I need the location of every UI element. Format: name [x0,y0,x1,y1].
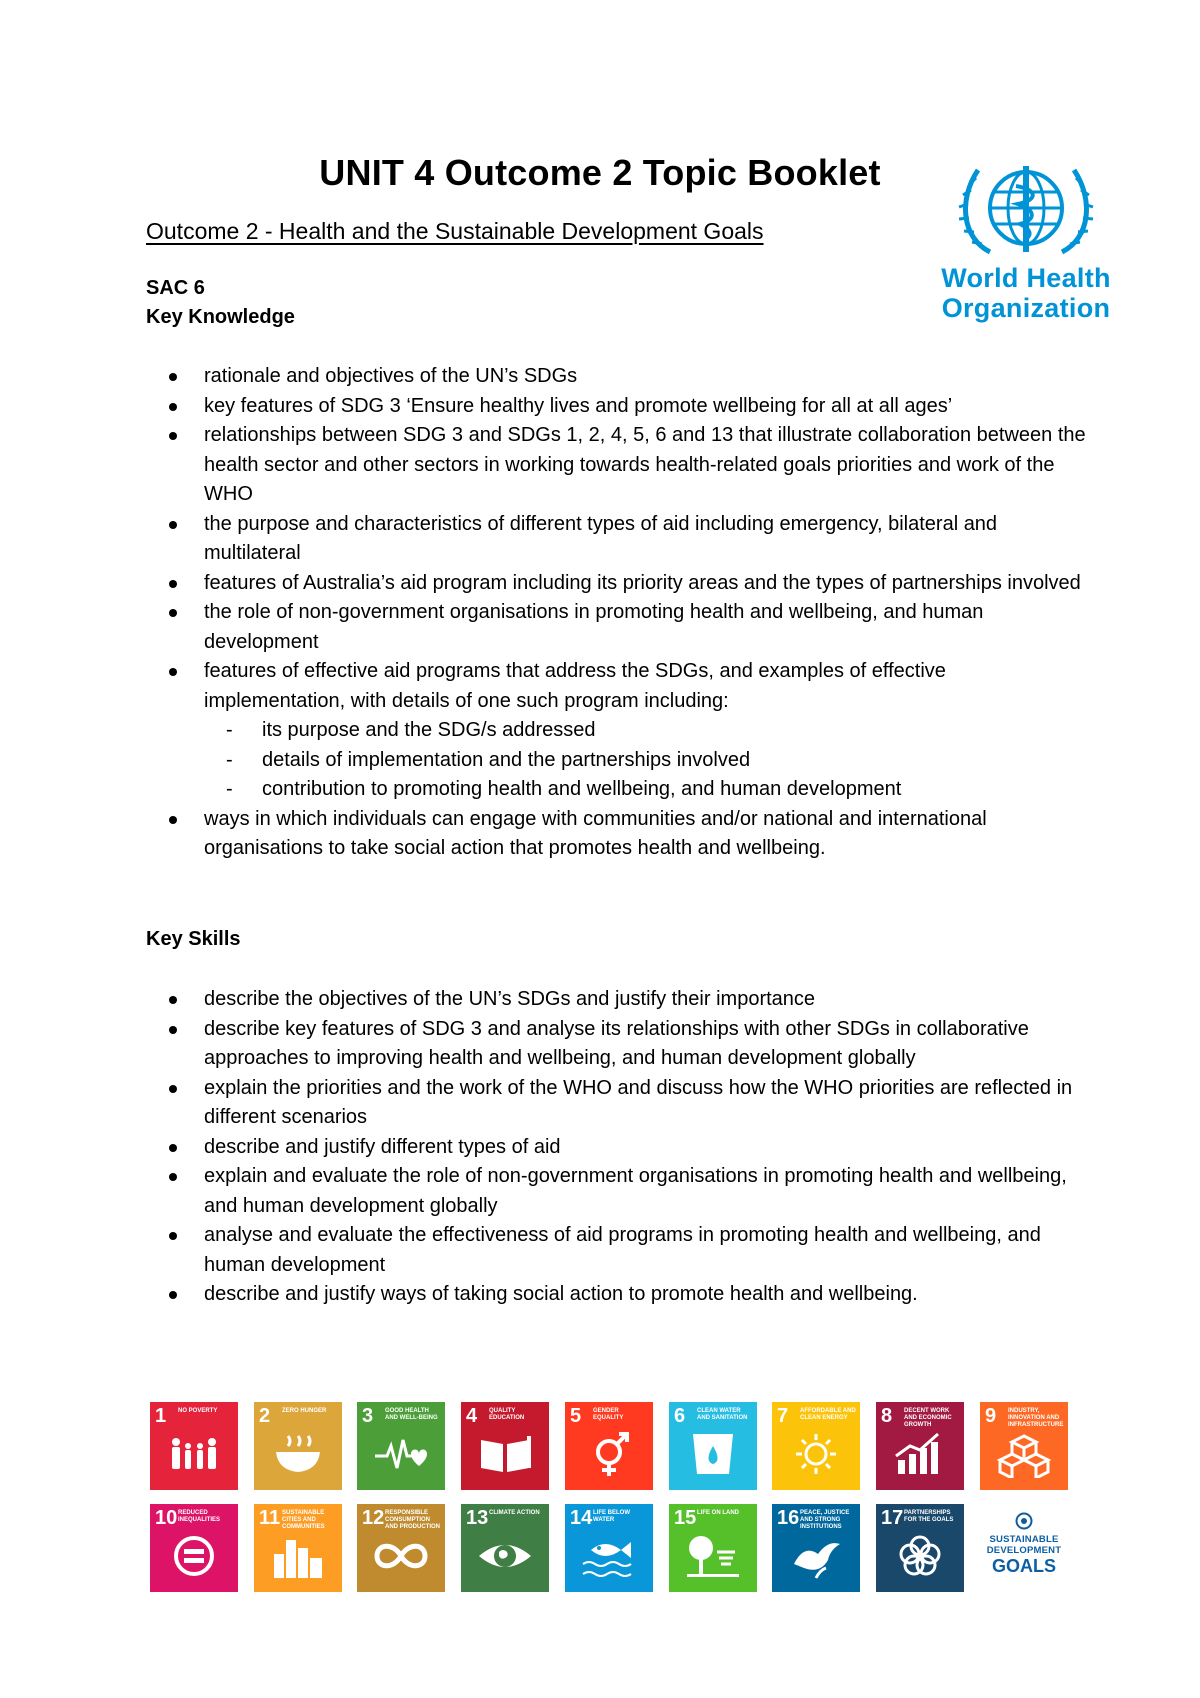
sdg-number: 12 [362,1507,385,1529]
sdg-name: LIFE ON LAND [697,1510,739,1516]
key-skills-list [146,985,1086,1310]
water-icon [685,1432,741,1478]
sdg-number: 10 [155,1507,178,1529]
key-knowledge-item-text: relationships between SDG 3 and SDGs 1, 2, 4, 5, 6 and 13 that illustrate collaboration between the health sector and other sectors in working towards health-related goals priorities and work of the WHO [204,424,1086,505]
sdg-name: PARTNERSHIPS FOR THE GOALS [904,1510,954,1523]
sdg-tile-14 [565,1504,653,1592]
who-logo [922,160,1130,325]
bullet-icon [169,1144,177,1152]
growth-chart-icon [892,1432,948,1478]
page-title: UNIT 4 Outcome 2 Topic Booklet [319,152,881,193]
sdg-number: 1 [155,1405,167,1427]
sdg-name: REDUCED INEQUALITIES [178,1510,221,1523]
bullet-icon [169,609,177,617]
sdg-name: GOOD HEALTH AND WELL-BEING [385,1408,438,1421]
key-skill-item-text: analyse and evaluate the effectiveness of aid programs in promoting health and wellbeing, and human development [204,1224,1041,1276]
sdg-tile-2 [254,1402,342,1490]
key-knowledge-item-text: features of Australia’s aid program including its priority areas and the types of partnerships involved [204,571,1081,594]
key-skill-item [146,1162,1086,1221]
infinity-icon [373,1534,429,1580]
sdg-number: 7 [777,1405,789,1427]
sdg-name: CLIMATE ACTION [489,1510,540,1516]
bullet-icon [169,373,177,381]
bullet-icon [169,1173,177,1181]
un-emblem-icon [1015,1512,1033,1530]
key-knowledge-item-text: the role of non-government organisations in promoting health and wellbeing, and human development [204,601,984,653]
bullet-icon [169,1291,177,1299]
key-knowledge-item [146,805,1086,864]
key-skill-item [146,1074,1086,1133]
key-skill-item [146,1015,1086,1074]
sdg-name: ZERO HUNGER [282,1408,327,1414]
sdg-number: 3 [362,1405,374,1427]
sdg-icon-grid [150,1402,1070,1592]
key-skill-item [146,1280,1086,1310]
key-knowledge-heading: Key Knowledge [146,306,295,328]
dove-icon [788,1534,844,1580]
key-skill-item-text: explain the priorities and the work of the WHO and discuss how the WHO priorities are reflected in different scenarios [204,1076,1073,1128]
rings-icon [892,1534,948,1580]
sdg-tile-12 [357,1504,445,1592]
sub-list-item [204,716,1086,746]
key-knowledge-item [146,392,1086,422]
sdg-tile-9 [980,1402,1068,1490]
bullet-icon [169,996,177,1004]
key-knowledge-item [146,510,1086,569]
sdg-tile-4 [461,1402,549,1490]
bullet-icon [169,580,177,588]
sdg-number: 8 [881,1405,893,1427]
sdg-number: 15 [674,1507,697,1529]
sub-list-item-text: details of implementation and the partnerships involved [262,748,751,771]
sdg-tile-5 [565,1402,653,1490]
sdg-number: 5 [570,1405,582,1427]
sdg-tile-13 [461,1504,549,1592]
key-knowledge-item-text: ways in which individuals can engage with communities and/or national and international organisations to take social action that promotes health and wellbeing. [204,807,987,859]
bullet-icon [169,1232,177,1240]
key-skill-item-text: describe the objectives of the UN’s SDGs and justify their importance [204,988,816,1010]
sdg-number: 13 [466,1507,489,1529]
sdg-tile-10 [150,1504,238,1592]
eye-globe-icon [477,1534,533,1580]
sdg-name: CLEAN WATER AND SANITATION [697,1408,748,1421]
bullet-icon [169,432,177,440]
key-skill-item [146,985,1086,1015]
sub-list-item-text: its purpose and the SDG/s addressed [262,719,596,741]
family-icon [166,1432,222,1478]
outcome-subtitle: Outcome 2 - Health and the Sustainable Development Goals [146,218,764,244]
key-skills-heading: Key Skills [146,928,241,950]
who-line-2: Organization [941,293,1111,323]
key-knowledge-item [146,569,1086,599]
key-knowledge-item-text: the purpose and characteristics of different types of aid including emergency, bilateral and multilateral [204,512,998,564]
sdg-name: GENDER EQUALITY [593,1408,624,1421]
sun-icon [788,1432,844,1478]
bullet-icon [169,1085,177,1093]
bowl-icon [270,1432,326,1478]
sdg-number: 2 [259,1405,271,1427]
tree-icon [685,1534,741,1580]
sdg-number: 11 [259,1507,281,1529]
sdg-number: 17 [881,1507,904,1529]
bullet-icon [169,521,177,529]
key-skill-item-text: describe and justify ways of taking social action to promote health and wellbeing. [204,1283,918,1305]
sdg-logo [980,1504,1068,1592]
key-skill-item-text: describe key features of SDG 3 and analyse its relationships with other SDGs in collaborative approaches to improving health and wellbeing, and human development globally [204,1017,1029,1069]
sdg-tile-7 [772,1402,860,1490]
key-skill-item-text: describe and justify different types of aid [204,1135,561,1158]
who-emblem-icon [952,160,1100,258]
sub-list-item [204,746,1086,776]
sdg-tile-8 [876,1402,964,1490]
equal-icon [166,1534,222,1580]
sdg-number: 4 [466,1405,478,1427]
sdg-number: 16 [777,1507,800,1529]
sdg-tile-15 [669,1504,757,1592]
sdg-logo-line-2: GOALS [991,1556,1056,1576]
sub-list-item-text: contribution to promoting health and wellbeing, and human development [262,778,902,800]
key-skill-item [146,1221,1086,1280]
key-knowledge-item [146,598,1086,657]
city-icon [270,1534,326,1580]
sdg-name: AFFORDABLE AND CLEAN ENERGY [800,1408,856,1421]
sdg-name: DECENT WORK AND ECONOMIC GROWTH [904,1408,952,1428]
sdg-tile-11 [254,1504,342,1592]
dash-icon: - [226,748,233,771]
sdg-name: QUALITY EDUCATION [489,1408,525,1421]
sdg-name: LIFE BELOW WATER [593,1510,630,1523]
sub-list [204,716,1086,805]
dash-icon: - [226,719,233,741]
sdg-name: SUSTAINABLE CITIES AND COMMUNITIES [282,1510,325,1530]
who-wordmark [922,263,1130,323]
cubes-icon [996,1432,1052,1478]
sdg-tile-3 [357,1402,445,1490]
sdg-name: PEACE, JUSTICE AND STRONG INSTITUTIONS [800,1510,850,1530]
sdg-tile-16 [772,1504,860,1592]
key-knowledge-item [146,657,1086,805]
gender-icon [581,1432,637,1478]
book-icon [477,1432,533,1478]
key-knowledge-item [146,362,1086,392]
who-line-1: World Health [941,263,1111,293]
key-knowledge-item-text: rationale and objectives of the UN’s SDGs [204,365,578,387]
sdg-name: RESPONSIBLE CONSUMPTION AND PRODUCTION [385,1510,440,1530]
sdg-name: NO POVERTY [178,1408,218,1414]
sdg-tile-6 [669,1402,757,1490]
dash-icon: - [226,778,233,800]
sub-list-item [204,775,1086,805]
key-knowledge-item-text: features of effective aid programs that address the SDGs, and examples of effective implementation, with details of one such program including: [204,660,946,712]
bullet-icon [169,816,177,824]
heartbeat-icon [373,1432,429,1478]
sdg-logo-line-1: SUSTAINABLE DEVELOPMENT [986,1534,1062,1556]
key-knowledge-list [146,362,1086,864]
key-skill-item-text: explain and evaluate the role of non-government organisations in promoting health and wellbeing, and human development globally [204,1165,1067,1217]
key-skill-item [146,1133,1086,1163]
fish-icon [581,1534,637,1580]
sdg-number: 14 [570,1507,593,1529]
bullet-icon [169,403,177,411]
sdg-tile-17 [876,1504,964,1592]
key-knowledge-item [146,421,1086,510]
sdg-name: INDUSTRY, INNOVATION AND INFRASTRUCTURE [1008,1408,1064,1428]
sdg-number: 9 [985,1405,997,1427]
sac-label: SAC 6 [146,277,205,299]
bullet-icon [169,1026,177,1034]
sdg-number: 6 [674,1405,686,1427]
bullet-icon [169,668,177,676]
sdg-tile-1 [150,1402,238,1490]
key-knowledge-item-text: key features of SDG 3 ‘Ensure healthy lives and promote wellbeing for all at all ages’ [204,394,953,417]
